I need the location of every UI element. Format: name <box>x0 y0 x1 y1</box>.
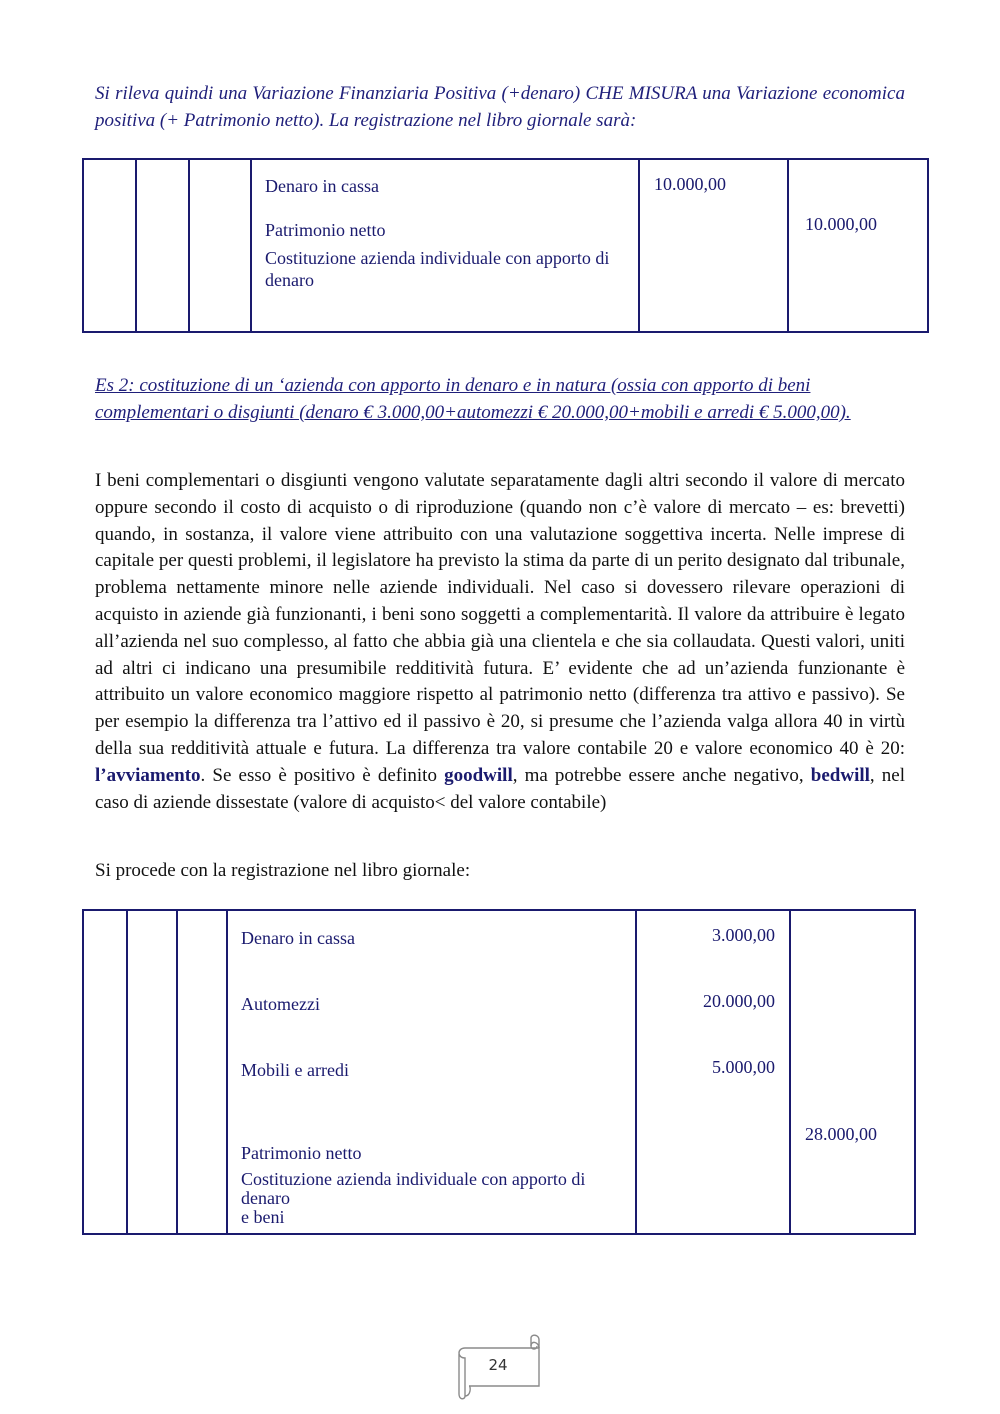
entry-description: Costituzione azienda individuale con apporto di <box>241 1169 586 1189</box>
date-cell <box>83 159 136 332</box>
debit-amount-cell <box>639 159 788 332</box>
credit-amount: 10.000,00 <box>805 214 877 234</box>
debit-account: Denaro in cassa <box>265 176 379 196</box>
term-avviamento: l’avviamento <box>95 764 201 786</box>
example-2-title: Es 2: costituzione di un ‘azienda con apporto in denaro e in natura (ossia con apporto di beni complementari o disgiunti (denaro € 3.000,00+automezzi € 20.000,00+mobili e arredi € 5.000,00). <box>95 375 851 423</box>
credit-amount-cell <box>790 910 915 1234</box>
debit-account: Mobili e arredi <box>241 1060 349 1080</box>
journal-table-1 <box>82 158 929 333</box>
paragraph-text: , nel caso di aziende dissestate (valore di acquisto< del valore contabile) <box>95 764 906 813</box>
debit-amount-cell <box>636 910 790 1234</box>
credit-account: Patrimonio netto <box>241 1143 362 1163</box>
folio-cell <box>177 910 227 1234</box>
debit-amount: 5.000,00 <box>712 1057 775 1077</box>
intro-text: Si rileva quindi una Variazione Finanziaria Positiva (+denaro) CHE MISURA una Variazione economica positiva (+ Patrimonio netto). La registrazione nel libro giornale sarà: <box>95 83 905 131</box>
date-cell <box>83 910 127 1234</box>
debit-amount: 20.000,00 <box>703 991 775 1011</box>
page-number: 24 <box>488 1356 508 1374</box>
page-number-badge <box>455 1334 547 1400</box>
credit-amount: 28.000,00 <box>805 1124 877 1144</box>
debit-account: Denaro in cassa <box>241 928 355 948</box>
credit-account: Patrimonio netto <box>265 220 386 240</box>
term-goodwill: goodwill <box>444 764 513 786</box>
paragraph-text: . Se esso è positivo è definito <box>200 764 445 786</box>
body-paragraph <box>95 468 905 816</box>
procedure-text: Si procede con la registrazione nel libro giornale: <box>95 860 471 881</box>
accounts-cell <box>251 159 639 332</box>
paragraph-text: , ma potrebbe essere anche negativo, <box>512 764 811 786</box>
ref-cell <box>127 910 177 1234</box>
folio-cell <box>189 159 251 332</box>
accounts-cell <box>227 910 636 1234</box>
entry-description: e beni <box>241 1207 285 1227</box>
ref-cell <box>136 159 189 332</box>
debit-amount: 3.000,00 <box>712 925 775 945</box>
paragraph-text: I beni complementari o disgiunti vengono valutate separatamente dagli altri secondo il valore di mercato oppure secondo il costo di acquisto o di riproduzione (quando non c’è valore di mercato – es: brevetti) quando, in sostanza, il valore viene attribuito con una valutazione soggettiva incerta. Nelle imprese di capitale per questi problemi, il legislatore ha previsto la stima da parte di un perito designato dal tribunale, problema nettamente minore nelle aziende individuali. Nel caso si dovessero rilevare operazioni di acquisto in aziende già funzionanti, i beni sono soggetti a complementarità. Il valore da attribuire è legato all’azienda nel suo complesso, al fatto che abbia già una clientela e che sia collaudata. Questi valori, uniti ad altri ci indicano una presumibile redditività futura. E’ evidente che ad un’azienda funzionante è attribuito un valore economico maggiore rispetto al patrimonio netto (differenza tra attivo e passivo). Se per esempio la differenza tra l’attivo ed il passivo è 20, si presume che l’azienda valga allora 40 in virtù della sua redditività attuale e futura. La differenza tra valore contabile 20 e valore economico 40 è 20: <box>95 470 905 759</box>
entry-description: Costituzione azienda individuale con apporto di denaro <box>265 248 610 290</box>
journal-table-2 <box>82 909 916 1235</box>
credit-amount-cell <box>788 159 928 332</box>
debit-account: Automezzi <box>241 994 320 1014</box>
term-bedwill: bedwill <box>810 764 870 786</box>
entry-description: denaro <box>241 1188 290 1208</box>
debit-amount: 10.000,00 <box>654 174 726 194</box>
